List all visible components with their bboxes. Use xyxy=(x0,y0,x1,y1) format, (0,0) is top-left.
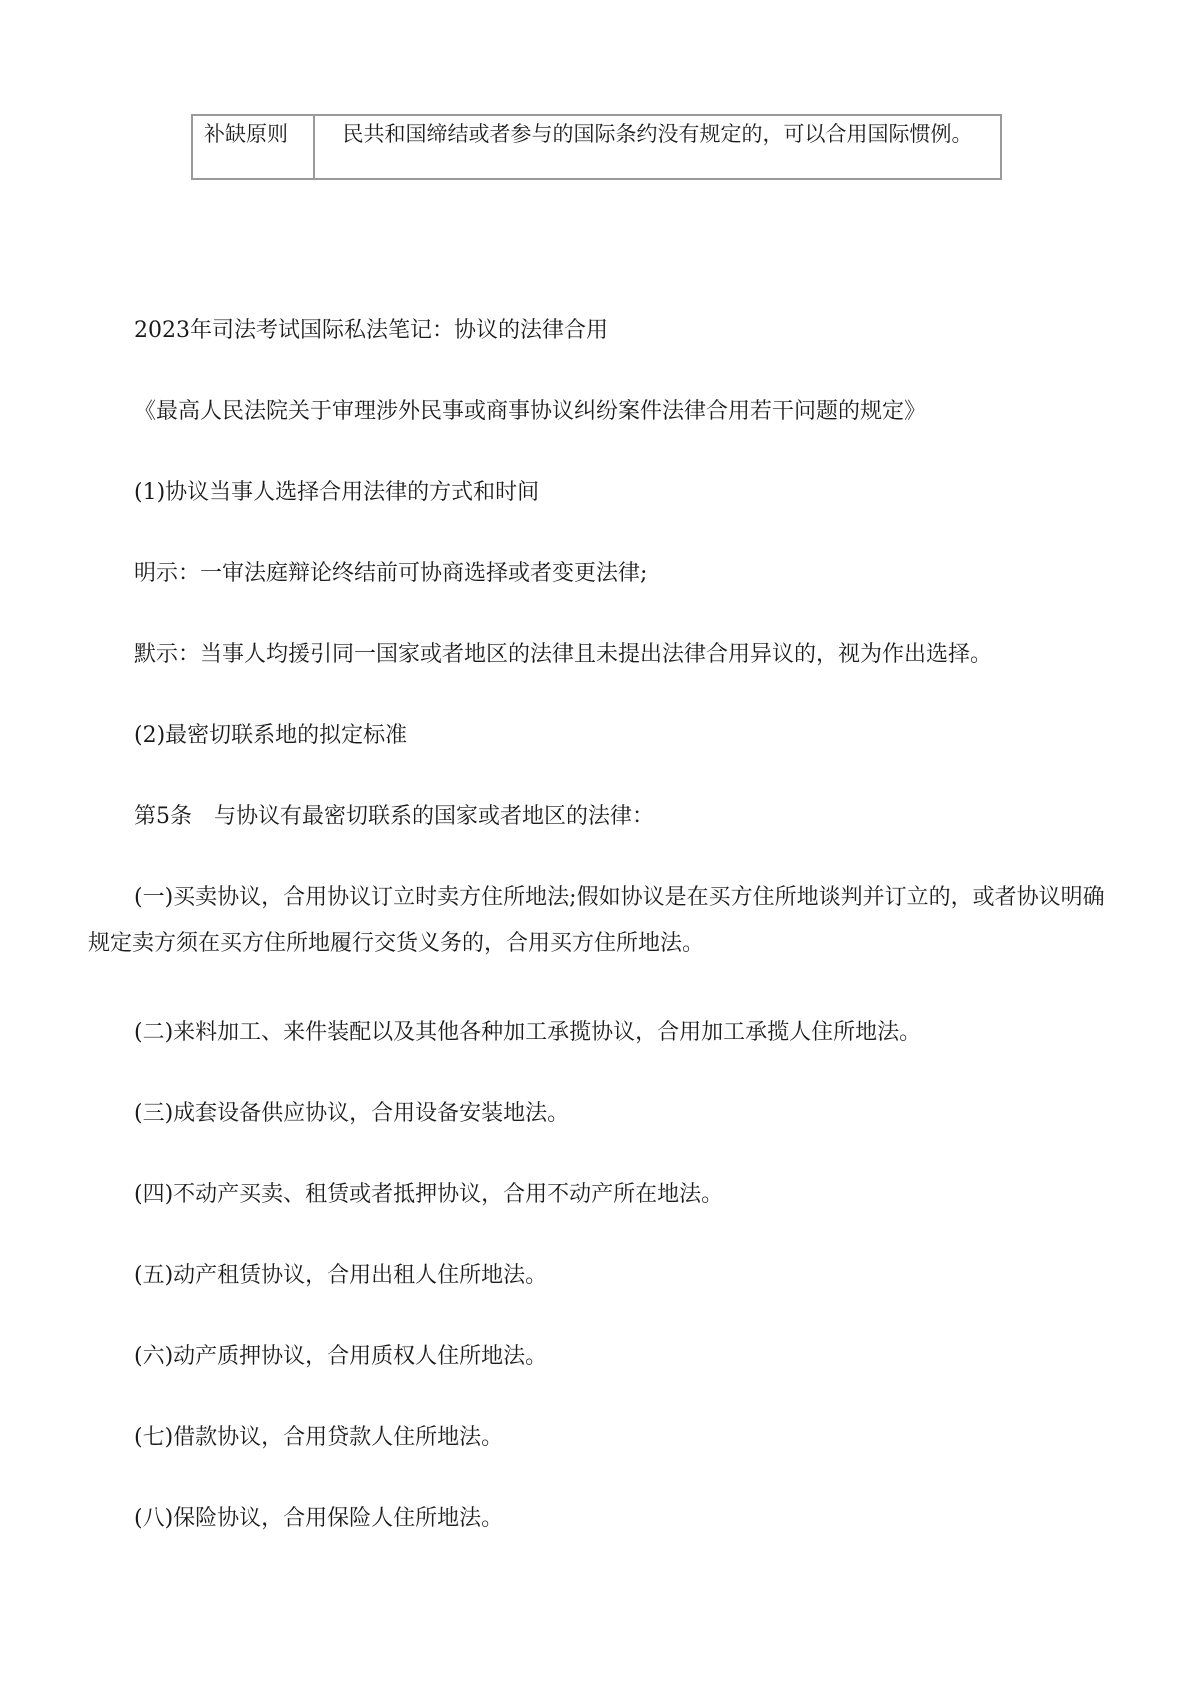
table-content-cell: 民共和国缔结或者参与的国际条约没有规定的，可以合用国际惯例。 xyxy=(342,122,973,146)
paragraph-article-5: 第5条 与协议有最密切联系的国家或者地区的法律： xyxy=(134,804,654,829)
paragraph-item-3: (三)成套设备供应协议，合用设备安装地法。 xyxy=(134,1101,570,1126)
paragraph-item-6: (六)动产质押协议，合用质权人住所地法。 xyxy=(134,1344,548,1369)
principle-table xyxy=(191,114,1002,180)
paragraph-item-2: (二)来料加工、来件装配以及其他各种加工承揽协议，合用加工承揽人住所地法。 xyxy=(134,1020,922,1045)
table-label-cell: 补缺原则 xyxy=(193,116,315,178)
paragraph-item-5: (五)动产租赁协议，合用出租人住所地法。 xyxy=(134,1263,548,1288)
regulation-title: 《最高人民法院关于审理涉外民事或商事协议纠纷案件法律合用若干问题的规定》 xyxy=(134,399,927,424)
paragraph-item-4: (四)不动产买卖、租赁或者抵押协议，合用不动产所在地法。 xyxy=(134,1182,724,1207)
section-title: 2023年司法考试国际私法笔记：协议的法律合用 xyxy=(134,318,608,343)
paragraph-implied-choice: 默示：当事人均援引同一国家或者地区的法律且未提出法律合用异议的，视为作出选择。 xyxy=(134,642,993,667)
paragraph-item-8: (八)保险协议，合用保险人住所地法。 xyxy=(134,1506,504,1531)
paragraph-closest-connection: (2)最密切联系地的拟定标准 xyxy=(134,723,408,748)
paragraph-item-7: (七)借款协议，合用贷款人住所地法。 xyxy=(134,1425,504,1450)
paragraph-express-choice: 明示：一审法庭辩论终结前可协商选择或者变更法律; xyxy=(134,561,648,586)
paragraph-item-1: (一)买卖协议，合用协议订立时卖方住所地法;假如协议是在买方住所地谈判并订立的，或者协议明确规定卖方须在买方住所地履行交货义务的，合用买方住所地法。 xyxy=(88,885,1105,956)
paragraph-choice-of-law: (1)协议当事人选择合用法律的方式和时间 xyxy=(134,480,540,505)
